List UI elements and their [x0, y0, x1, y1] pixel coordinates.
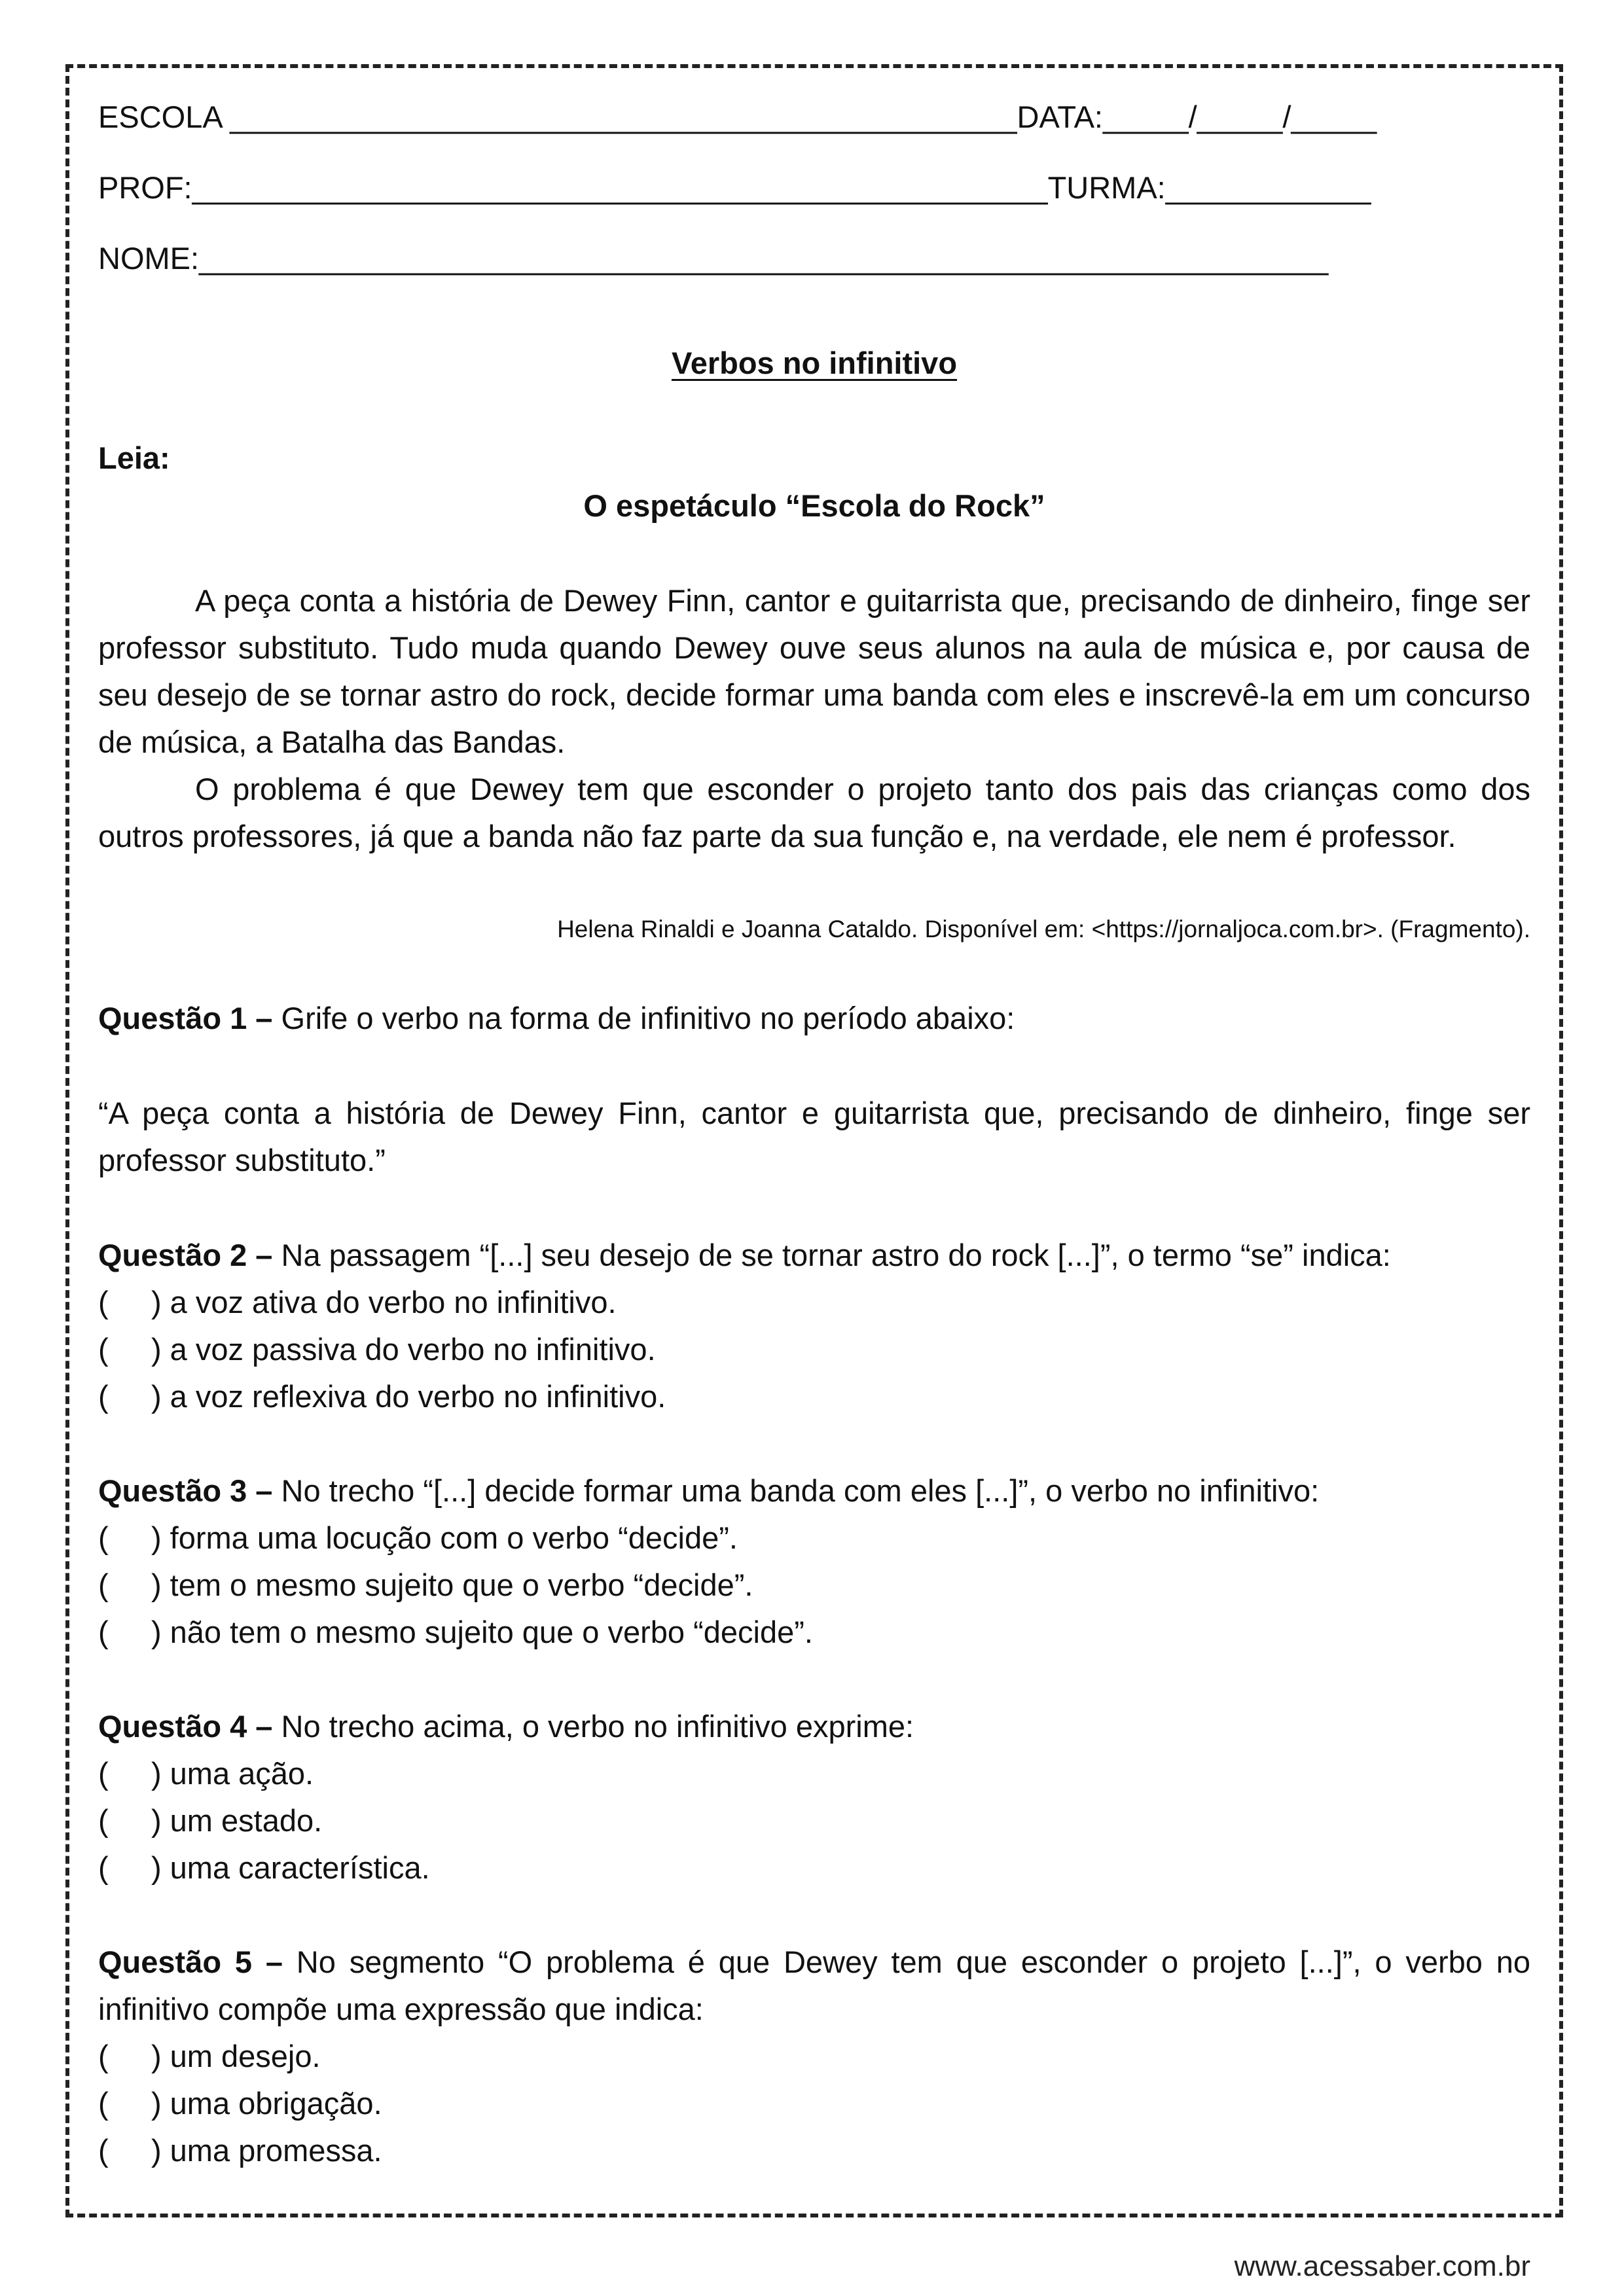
question-1-quote: “A peça conta a história de Dewey Finn, cantor e guitarrista que, precisando de dinheiro, finge ser professor substituto.” [98, 1096, 1530, 1177]
question-1-text: Grife o verbo na forma de infinitivo no período abaixo: [272, 1001, 1015, 1035]
question-2-option-b[interactable]: ( ) a voz passiva do verbo no infinitivo. [98, 1332, 656, 1367]
question-3-label: Questão 3 – [98, 1473, 273, 1508]
paragraph-2: O problema é que Dewey tem que esconder o projeto tanto dos pais das crianças como dos outros professores, já que a banda não faz parte da sua função e, na verdade, ele nem é professor. [98, 772, 1530, 853]
question-5-option-a[interactable]: ( ) um desejo. [98, 2039, 321, 2073]
name-field: NOME:__________________________________________________________________ [98, 241, 1329, 276]
question-2 [98, 1232, 1530, 1279]
question-2-option-c[interactable]: ( ) a voz reflexiva do verbo no infinitivo. [98, 1379, 666, 1414]
question-3 [98, 1467, 1530, 1515]
teacher-field: PROF:__________________________________________________TURMA:____________ [98, 170, 1371, 205]
page-title [98, 340, 1530, 387]
school-field: ESCOLA ______________________________________________DATA:_____/_____/_____ [98, 99, 1377, 134]
question-2-text: Na passagem “[...] seu desejo de se tornar astro do rock [...]”, o termo “se” indica: [272, 1238, 1391, 1272]
question-2-label: Questão 2 – [98, 1238, 273, 1272]
question-5-option-b[interactable]: ( ) uma obrigação. [98, 2086, 382, 2121]
question-5-text: No segmento “O problema é que Dewey tem que esconder o projeto [...]”, o verbo no infinitivo compõe uma expressão que indica: [98, 1945, 1530, 2026]
question-5-label: Questão 5 – [98, 1945, 283, 1979]
source-citation: Helena Rinaldi e Joanna Cataldo. Disponível em: <https://jornaljoca.com.br>. (Fragmento). [557, 916, 1530, 942]
question-4-label: Questão 4 – [98, 1709, 273, 1744]
leia-label: Leia: [98, 440, 170, 475]
footer-url[interactable]: www.acessaber.com.br [1234, 2250, 1530, 2282]
question-4-option-c[interactable]: ( ) uma característica. [98, 1850, 430, 1885]
question-1-label: Questão 1 – [98, 1001, 273, 1035]
question-5-option-c[interactable]: ( ) uma promessa. [98, 2133, 382, 2168]
page-title-text: Verbos no infinitivo [671, 346, 958, 380]
question-4 [98, 1703, 1530, 1750]
worksheet [98, 0, 1530, 2219]
question-3-option-a[interactable]: ( ) forma uma locução com o verbo “decide”. [98, 1520, 738, 1555]
question-4-option-a[interactable]: ( ) uma ação. [98, 1756, 314, 1791]
question-4-option-b[interactable]: ( ) um estado. [98, 1803, 323, 1838]
text-title: O espetáculo “Escola do Rock” [583, 488, 1045, 523]
question-3-text: No trecho “[...] decide formar uma banda com eles [...]”, o verbo no infinitivo: [272, 1473, 1320, 1508]
question-3-option-c[interactable]: ( ) não tem o mesmo sujeito que o verbo “decide”. [98, 1615, 813, 1649]
question-1 [98, 995, 1530, 1042]
question-4-text: No trecho acima, o verbo no infinitivo exprime: [272, 1709, 914, 1744]
paragraph-1: A peça conta a história de Dewey Finn, cantor e guitarrista que, precisando de dinheiro, finge ser professor substituto. Tudo muda quando Dewey ouve seus alunos na aula de música e, por causa de seu desejo de se tornar astro do rock, decide formar uma banda com eles e inscrevê-la em um concurso de música, a Batalha das Bandas. [98, 583, 1530, 759]
question-5 [98, 1939, 1530, 2033]
question-2-option-a[interactable]: ( ) a voz ativa do verbo no infinitivo. [98, 1285, 617, 1319]
question-3-option-b[interactable]: ( ) tem o mesmo sujeito que o verbo “decide”. [98, 1568, 753, 1602]
